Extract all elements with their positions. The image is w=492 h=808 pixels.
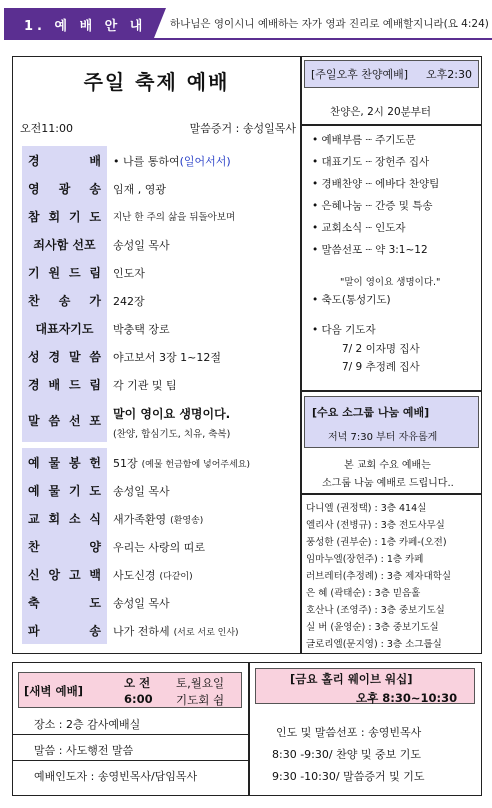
afternoon-item: • 은혜나눔 ┈ 간증 및 특송 (312, 200, 433, 212)
order-label-char: 송 (89, 623, 101, 638)
order-label (22, 616, 107, 644)
order-value-note: (예물 헌금함에 넣어주세요) (141, 460, 251, 470)
afternoon-item: • 예배부름 ┈ 주기도문 (312, 134, 416, 146)
next-prayer-title: • 다음 기도자 (312, 324, 376, 336)
order-value (113, 455, 295, 471)
service-time-line (20, 120, 296, 136)
standing-note: (일어서서) (179, 155, 231, 168)
order-value (113, 539, 295, 555)
order-value-text: 야고보서 3장 1~12절 (113, 351, 221, 364)
order-label-char: 축 (28, 595, 40, 610)
order-label-char: 회 (48, 209, 61, 224)
order-value (113, 623, 295, 639)
order-value-text: 새가족환영 (113, 513, 167, 526)
order-label (22, 314, 107, 342)
dawn-place: 장소 : 2층 감사예배실 (34, 718, 141, 731)
order-label-char: 경 (28, 377, 40, 392)
order-value-text: 51장 (113, 457, 138, 470)
divider (301, 390, 482, 392)
order-label-char: 죄사함 선포 (33, 237, 96, 252)
order-label-char: 씀 (48, 413, 61, 428)
order-label-char: 신 (28, 567, 40, 582)
small-group-item: 다니엘 (권정택) : 3층 414실 (306, 503, 427, 514)
order-label-char: 양 (89, 539, 101, 554)
order-value-text: 말이 영이요 생명이다. (113, 407, 231, 421)
order-value-text: 인도자 (113, 267, 145, 280)
service-title: 주일 축제 예배 (83, 70, 230, 94)
order-label (22, 560, 107, 588)
order-label-char: 참 (28, 209, 40, 224)
dawn-title: [새벽 예배] (24, 684, 83, 698)
order-label (22, 230, 107, 258)
order-label-char: 경 (28, 153, 40, 168)
order-label-char: 가 (89, 293, 101, 308)
order-label (22, 202, 107, 230)
order-label-char: 말 (68, 349, 81, 364)
order-label (22, 448, 107, 476)
sermon-by: 말씀증거 : 송성일목사 (189, 122, 296, 135)
order-value-text: 송성일 목사 (113, 485, 170, 498)
order-label (22, 342, 107, 370)
order-label-char: 배 (48, 377, 61, 392)
divider (301, 493, 482, 495)
order-value (113, 321, 295, 337)
order-label-char: 송 (89, 181, 101, 196)
order-label (22, 476, 107, 504)
order-label (22, 398, 107, 442)
small-group-item: 러브레터(추정례) : 3층 제자대학실 (306, 571, 452, 582)
order-value (113, 377, 295, 393)
order-label (22, 286, 107, 314)
order-label (22, 174, 107, 202)
friday-leader: 인도 및 말씀선포 : 송영빈목사 (276, 726, 422, 739)
order-label-char: 기 (68, 483, 81, 498)
order-label-char: 림 (89, 265, 101, 280)
order-label-char: 찬 (28, 539, 40, 554)
order-value (113, 349, 295, 365)
order-value (113, 567, 295, 583)
order-label-char: 도 (89, 483, 101, 498)
small-group-item: 글로리엘(문지영) : 3층 소그룹실 (306, 639, 442, 650)
order-value (113, 265, 295, 281)
friday-slot-2: 9:30 -10:30/ 말씀증거 및 기도 (272, 770, 425, 783)
order-label-char: 교 (28, 511, 40, 526)
order-value-text: 지난 한 주의 삶을 뒤돌아보며 (113, 212, 236, 223)
order-label (22, 504, 107, 532)
order-label (22, 370, 107, 398)
order-value (113, 483, 295, 499)
order-label (22, 258, 107, 286)
order-value-text: 박충택 장로 (113, 323, 170, 336)
afternoon-praise: 찬양은, 2시 20분부터 (330, 106, 432, 118)
order-value (113, 237, 295, 253)
afternoon-header (304, 60, 479, 88)
order-label-char: 기 (28, 265, 40, 280)
header-rule (4, 38, 492, 40)
order-value-note: (서로 서로 인사) (173, 628, 239, 638)
order-value (113, 511, 295, 527)
friday-slot-1: 8:30 -9:30/ 찬양 및 중보 기도 (272, 748, 421, 761)
service-time: 오전11:00 (20, 122, 73, 135)
order-value-text: 사도신경 (113, 569, 156, 582)
order-label-char: 봉 (68, 455, 81, 470)
order-label-char: 물 (48, 483, 61, 498)
order-label-char: 고 (68, 567, 81, 582)
dawn-word: 말씀 : 사도행전 말씀 (34, 744, 134, 757)
order-label-char: 회 (48, 511, 61, 526)
order-label-char: 앙 (48, 567, 61, 582)
order-value-note: (다같이) (159, 572, 193, 582)
small-group-item: 임마누엘(장헌주) : 1층 카페 (306, 554, 424, 565)
divider (12, 734, 249, 735)
order-value-note: (환영송) (170, 516, 204, 526)
afternoon-item: • 대표기도 ┈ 장헌주 집사 (312, 156, 430, 168)
section-title-tab (154, 8, 166, 38)
order-value (113, 595, 295, 611)
order-value (113, 293, 295, 309)
wednesday-time: 저녁 7:30 부터 자유롭게 (328, 432, 438, 443)
sermon-quote: "말이 영이요 생명이다." (340, 277, 441, 288)
order-value-text: 나가 전하세 (113, 625, 170, 638)
order-label-char: 도 (89, 595, 101, 610)
order-value-text: 우리는 사랑의 띠로 (113, 541, 206, 554)
order-value-text: 임재 , 영광 (113, 183, 166, 196)
small-group-item: 실 버 (윤영순) : 3층 중보기도실 (306, 622, 439, 633)
order-label-char: 도 (89, 209, 101, 224)
afternoon-item: • 경배찬양 ┈ 에바다 찬양팀 (312, 178, 440, 190)
order-label-char: 찬 (28, 293, 40, 308)
order-label-char: 예 (28, 455, 40, 470)
order-label-char: 림 (89, 377, 101, 392)
order-value (113, 405, 295, 422)
order-label-char: 씀 (89, 349, 101, 364)
order-value-note: (찬양, 합심기도, 치유, 축복) (113, 429, 231, 440)
small-group-item: 엘리사 (전병규) : 3층 전도사무실 (306, 520, 445, 531)
section-title: 1. 예 배 안 내 (4, 8, 154, 38)
dawn-time: 6:00 (124, 692, 153, 706)
order-label-char: 기 (68, 209, 81, 224)
order-label-char: 선 (68, 413, 81, 428)
order-label-char: 백 (89, 567, 101, 582)
small-group-item: 호산나 (조영주) : 3층 중보기도실 (306, 605, 445, 616)
header-verse: 하나님은 영이시니 예배하는 자가 영과 진리로 예배할지니라(요 4:24) (170, 18, 489, 30)
small-group-item: 풍성한 (권부순) : 1층 카페-(오전) (306, 537, 447, 548)
order-label (22, 532, 107, 560)
order-label-char: 배 (89, 153, 101, 168)
order-value-text: • 나를 통하여(일어서서) (113, 155, 231, 168)
dawn-sat-label: 토,월요일 (176, 676, 225, 690)
wednesday-title: [수요 소그룹 나눔 예배] (312, 406, 430, 419)
order-label-char: 드 (68, 265, 81, 280)
order-label-char: 예 (28, 483, 40, 498)
afternoon-item: • 교회소식 ┈ 인도자 (312, 222, 406, 234)
divider (12, 760, 249, 761)
order-label (22, 146, 107, 174)
order-label-char: 드 (68, 377, 81, 392)
order-label-char: 물 (48, 455, 61, 470)
order-label-char: 파 (28, 623, 40, 638)
order-label-char: 성 (28, 349, 40, 364)
next-prayer-1: 7/ 2 이자명 집사 (342, 343, 420, 355)
order-value (113, 153, 295, 169)
order-value (113, 209, 295, 223)
benediction: • 축도(통성기도) (312, 294, 391, 306)
next-prayer-2: 7/ 9 추정례 집사 (342, 361, 420, 373)
order-label-char: 경 (48, 349, 61, 364)
order-label-char: 포 (89, 413, 101, 428)
order-label-char: 식 (89, 511, 101, 526)
order-label (22, 588, 107, 616)
order-label-char: 말 (28, 413, 40, 428)
friday-title: [금요 홀리 웨이브 워십] (290, 672, 413, 686)
wednesday-notice-1: 본 교회 수요 예배는 (344, 460, 431, 471)
small-group-item: 은 혜 (곽태순) : 3층 믿음홀 (306, 588, 421, 599)
dawn-time-label: 오 전 (124, 676, 151, 690)
order-label-char: 광 (58, 181, 71, 196)
order-value-text: 각 기관 및 팀 (113, 379, 177, 392)
friday-time: 오후 8:30~10:30 (356, 691, 458, 705)
order-label-char: 원 (48, 265, 61, 280)
order-label-char: 소 (68, 511, 81, 526)
order-label-char: 영 (28, 181, 40, 196)
order-label-char: 송 (58, 293, 71, 308)
dawn-sat-note: 기도회 쉼 (176, 693, 225, 707)
order-value (113, 181, 295, 197)
dawn-leader: 예배인도자 : 송영빈목사/담임목사 (34, 770, 198, 783)
order-value-text: 송성일 목사 (113, 597, 170, 610)
order-value-text: 송성일 목사 (113, 239, 170, 252)
afternoon-time: 오후2:30 (426, 68, 472, 81)
order-value-text: 242장 (113, 295, 145, 308)
wednesday-notice-2: 소그룹 나눔 예배로 드립니다.. (322, 478, 454, 489)
afternoon-item: • 말씀선포 ┈ 약 3:1~12 (312, 244, 428, 256)
order-label-char: 헌 (89, 455, 101, 470)
divider (301, 124, 482, 126)
afternoon-title: [주일오후 찬양예배] (311, 68, 409, 81)
order-label-char: 대표자기도 (35, 321, 94, 336)
